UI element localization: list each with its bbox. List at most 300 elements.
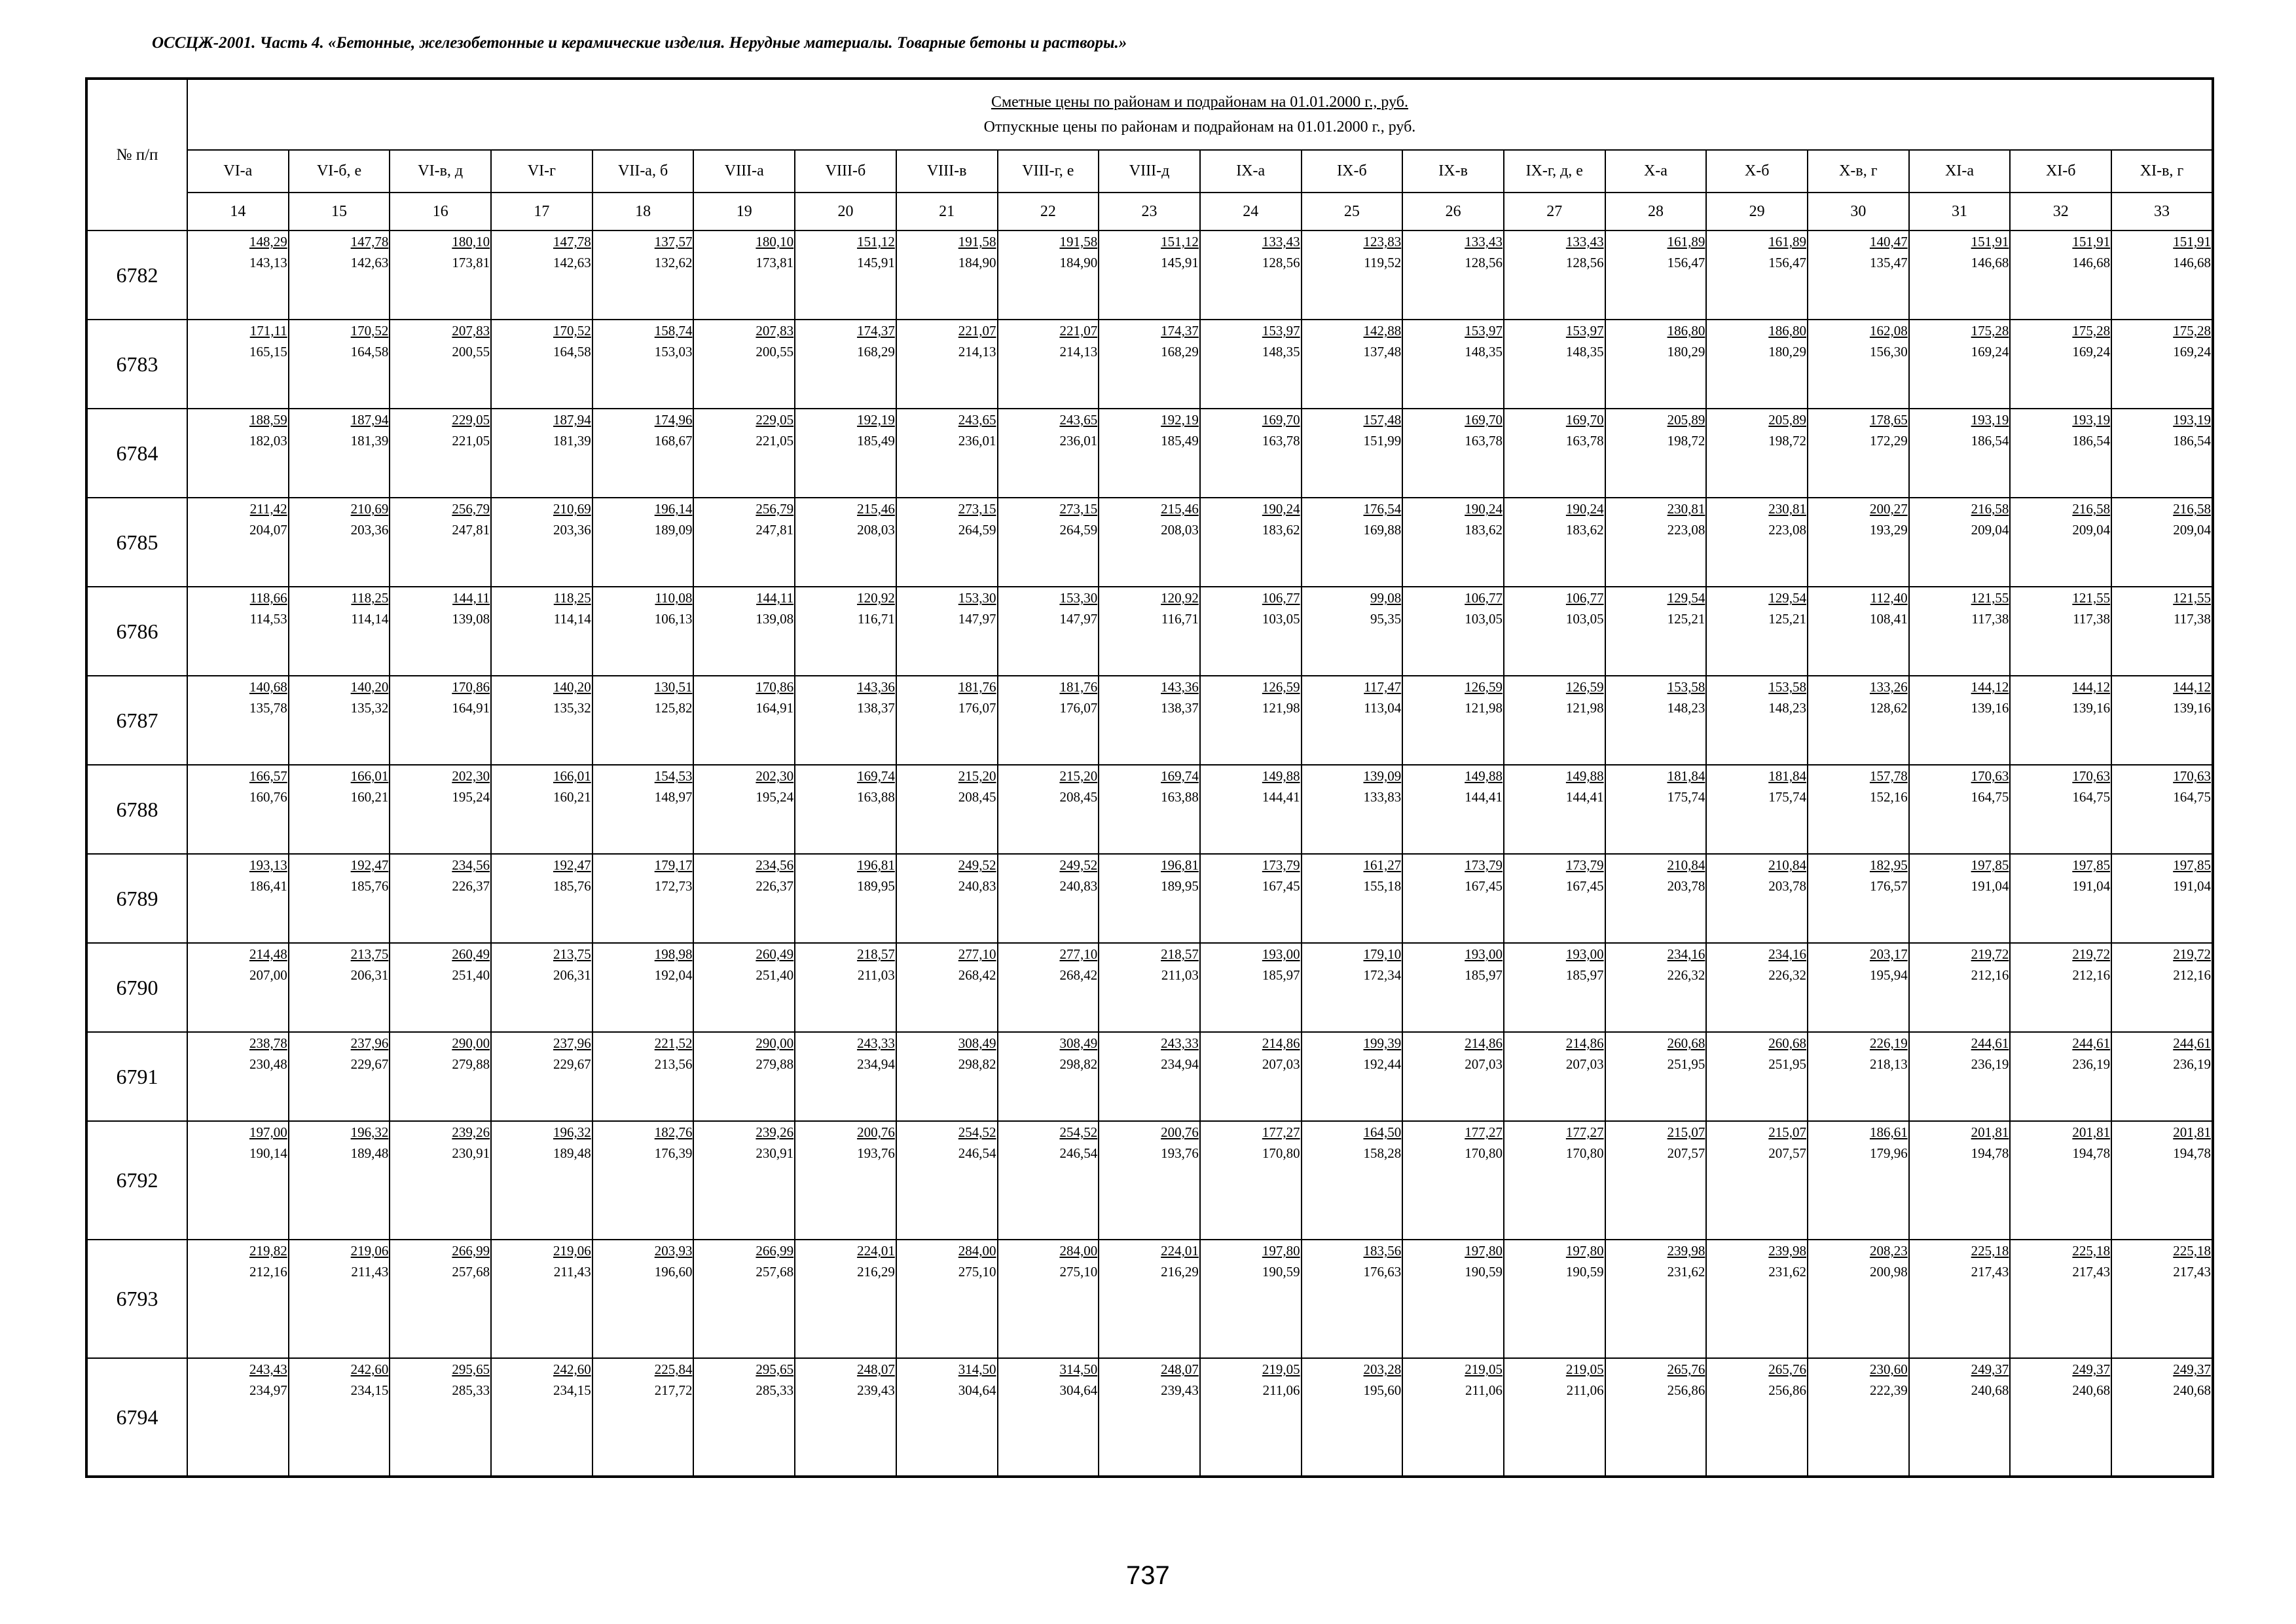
estimate-price: 166,01 bbox=[350, 768, 389, 784]
estimate-price: 170,86 bbox=[756, 679, 794, 695]
district-header: VI-а bbox=[187, 150, 289, 193]
price-cell bbox=[896, 587, 998, 676]
release-price: 222,39 bbox=[1869, 1382, 1908, 1398]
price-cell bbox=[1402, 1240, 1504, 1358]
estimate-price: 153,97 bbox=[1565, 323, 1604, 339]
price-cell bbox=[2111, 1032, 2213, 1121]
estimate-price: 149,88 bbox=[1465, 768, 1503, 784]
release-price: 114,53 bbox=[249, 611, 287, 627]
estimate-price: 174,37 bbox=[1161, 323, 1199, 339]
release-price: 200,55 bbox=[452, 344, 490, 360]
estimate-price: 106,77 bbox=[1565, 590, 1604, 606]
estimate-price: 256,79 bbox=[452, 501, 490, 517]
price-cell bbox=[1402, 1032, 1504, 1121]
price-cell bbox=[795, 587, 896, 676]
price-cell bbox=[1200, 765, 1302, 854]
release-price: 144,41 bbox=[1465, 789, 1503, 805]
estimate-price: 193,00 bbox=[1262, 946, 1300, 962]
estimate-price: 244,61 bbox=[2072, 1035, 2111, 1051]
price-cell bbox=[289, 943, 390, 1032]
price-cell bbox=[1402, 765, 1504, 854]
release-price: 125,21 bbox=[1768, 611, 1806, 627]
column-number: 33 bbox=[2111, 193, 2213, 231]
release-price: 176,39 bbox=[654, 1145, 693, 1161]
release-price: 138,37 bbox=[857, 700, 895, 716]
price-cell bbox=[1808, 854, 1909, 943]
release-price: 185,97 bbox=[1465, 967, 1503, 983]
price-cell bbox=[1909, 320, 2011, 409]
column-number: 22 bbox=[998, 193, 1099, 231]
price-cell bbox=[1200, 409, 1302, 498]
release-price: 240,68 bbox=[2072, 1382, 2111, 1398]
price-cell bbox=[795, 231, 896, 320]
release-price: 186,54 bbox=[2173, 433, 2211, 449]
estimate-price: 266,99 bbox=[756, 1243, 794, 1259]
estimate-price: 210,84 bbox=[1768, 857, 1806, 873]
price-cell bbox=[1402, 1121, 1504, 1240]
release-price: 264,59 bbox=[1059, 522, 1098, 538]
price-cell bbox=[592, 409, 694, 498]
price-cell bbox=[1099, 1358, 1200, 1477]
estimate-price: 181,84 bbox=[1768, 768, 1806, 784]
column-number: 17 bbox=[491, 193, 592, 231]
estimate-price: 242,60 bbox=[350, 1361, 389, 1377]
estimate-price: 196,32 bbox=[553, 1124, 591, 1140]
price-cell bbox=[896, 1358, 998, 1477]
estimate-price: 210,84 bbox=[1667, 857, 1705, 873]
price-cell bbox=[491, 1121, 592, 1240]
price-cell bbox=[2111, 943, 2213, 1032]
table-row bbox=[86, 320, 2213, 409]
price-cell bbox=[795, 676, 896, 765]
release-price: 95,35 bbox=[1370, 611, 1402, 627]
release-price: 209,04 bbox=[2072, 522, 2111, 538]
price-cell bbox=[390, 231, 491, 320]
estimate-price: 243,65 bbox=[958, 412, 996, 428]
row-number: 6787 bbox=[86, 676, 187, 765]
estimate-price: 106,77 bbox=[1465, 590, 1503, 606]
release-price: 209,04 bbox=[2173, 522, 2211, 538]
estimate-price: 290,00 bbox=[452, 1035, 490, 1051]
price-cell bbox=[2010, 1121, 2111, 1240]
release-price: 164,91 bbox=[452, 700, 490, 716]
release-price: 185,97 bbox=[1262, 967, 1300, 983]
estimate-price: 151,12 bbox=[857, 234, 895, 249]
estimate-price: 214,86 bbox=[1565, 1035, 1604, 1051]
price-cell bbox=[998, 1032, 1099, 1121]
price-cell bbox=[1605, 854, 1707, 943]
price-cell bbox=[289, 676, 390, 765]
estimate-price: 284,00 bbox=[1059, 1243, 1098, 1259]
estimate-price: 249,52 bbox=[1059, 857, 1098, 873]
release-price: 121,98 bbox=[1565, 700, 1604, 716]
release-price: 195,94 bbox=[1869, 967, 1908, 983]
estimate-price: 226,19 bbox=[1869, 1035, 1908, 1051]
release-price: 226,32 bbox=[1768, 967, 1806, 983]
release-price: 208,03 bbox=[857, 522, 895, 538]
estimate-price: 166,01 bbox=[553, 768, 591, 784]
release-price: 181,39 bbox=[350, 433, 389, 449]
release-price: 217,72 bbox=[654, 1382, 693, 1398]
price-cell bbox=[289, 498, 390, 587]
estimate-price: 196,81 bbox=[1161, 857, 1199, 873]
release-price: 182,03 bbox=[249, 433, 287, 449]
release-price: 173,81 bbox=[756, 255, 794, 270]
estimate-price: 218,57 bbox=[857, 946, 895, 962]
price-cell bbox=[1706, 765, 1808, 854]
estimate-price: 121,55 bbox=[2173, 590, 2211, 606]
district-header: VIII-д bbox=[1099, 150, 1200, 193]
release-price: 223,08 bbox=[1768, 522, 1806, 538]
estimate-price: 265,76 bbox=[1667, 1361, 1705, 1377]
price-cell bbox=[2010, 765, 2111, 854]
price-cell bbox=[491, 231, 592, 320]
release-price: 223,08 bbox=[1667, 522, 1705, 538]
release-price: 148,23 bbox=[1667, 700, 1705, 716]
release-price: 183,62 bbox=[1565, 522, 1604, 538]
price-cell bbox=[491, 1240, 592, 1358]
price-cell bbox=[187, 409, 289, 498]
release-price: 155,18 bbox=[1363, 878, 1402, 894]
release-price: 200,98 bbox=[1869, 1264, 1908, 1280]
release-price: 139,16 bbox=[1971, 700, 2009, 716]
estimate-price: 215,46 bbox=[857, 501, 895, 517]
release-price: 142,63 bbox=[350, 255, 389, 270]
price-cell bbox=[187, 587, 289, 676]
estimate-price: 295,65 bbox=[452, 1361, 490, 1377]
price-cell bbox=[1706, 587, 1808, 676]
estimate-price: 170,52 bbox=[350, 323, 389, 339]
price-cell bbox=[2111, 409, 2213, 498]
price-cell bbox=[390, 943, 491, 1032]
estimate-price: 187,94 bbox=[553, 412, 591, 428]
price-cell bbox=[491, 409, 592, 498]
release-price: 251,95 bbox=[1768, 1056, 1806, 1072]
release-price: 257,68 bbox=[756, 1264, 794, 1280]
price-cell bbox=[1099, 854, 1200, 943]
price-cell bbox=[998, 854, 1099, 943]
estimate-price: 153,58 bbox=[1667, 679, 1705, 695]
price-cell bbox=[1302, 1121, 1403, 1240]
release-price: 145,91 bbox=[1161, 255, 1199, 270]
estimate-price: 221,52 bbox=[654, 1035, 693, 1051]
estimate-price: 187,94 bbox=[350, 412, 389, 428]
release-price: 216,29 bbox=[1161, 1264, 1199, 1280]
estimate-price: 170,86 bbox=[452, 679, 490, 695]
release-price: 236,19 bbox=[1971, 1056, 2009, 1072]
price-cell bbox=[1099, 231, 1200, 320]
price-cell bbox=[390, 1240, 491, 1358]
price-cell bbox=[1200, 320, 1302, 409]
release-price: 213,56 bbox=[654, 1056, 693, 1072]
price-cell bbox=[2111, 320, 2213, 409]
release-price: 257,68 bbox=[452, 1264, 490, 1280]
estimate-price: 193,00 bbox=[1565, 946, 1604, 962]
estimate-price: 99,08 bbox=[1370, 590, 1402, 606]
price-cell bbox=[795, 409, 896, 498]
release-price: 116,71 bbox=[1161, 611, 1199, 627]
release-price: 133,83 bbox=[1363, 789, 1402, 805]
column-number: 19 bbox=[693, 193, 795, 231]
table-row bbox=[86, 498, 2213, 587]
release-price: 186,54 bbox=[2072, 433, 2111, 449]
release-price: 172,34 bbox=[1363, 967, 1402, 983]
price-cell bbox=[1605, 409, 1707, 498]
release-price: 176,63 bbox=[1363, 1264, 1402, 1280]
page-number: 737 bbox=[1126, 1561, 1170, 1590]
estimate-price: 171,11 bbox=[249, 323, 287, 339]
table-row bbox=[86, 1358, 2213, 1477]
release-price: 139,16 bbox=[2072, 700, 2111, 716]
estimate-price: 151,91 bbox=[2173, 234, 2211, 249]
estimate-price: 186,80 bbox=[1768, 323, 1806, 339]
estimate-price: 153,58 bbox=[1768, 679, 1806, 695]
price-cell bbox=[289, 1358, 390, 1477]
estimate-price: 203,93 bbox=[654, 1243, 693, 1259]
release-price: 256,86 bbox=[1768, 1382, 1806, 1398]
column-number: 14 bbox=[187, 193, 289, 231]
column-number: 28 bbox=[1605, 193, 1707, 231]
price-cell bbox=[187, 765, 289, 854]
release-price: 234,97 bbox=[249, 1382, 287, 1398]
estimate-price: 200,27 bbox=[1869, 501, 1908, 517]
release-price: 190,14 bbox=[249, 1145, 287, 1161]
row-number: 6791 bbox=[86, 1032, 187, 1121]
price-cell bbox=[693, 1121, 795, 1240]
price-cell bbox=[1605, 231, 1707, 320]
release-price: 165,15 bbox=[249, 344, 287, 360]
release-price: 194,78 bbox=[2173, 1145, 2211, 1161]
price-cell bbox=[1808, 409, 1909, 498]
release-price: 169,24 bbox=[2072, 344, 2111, 360]
release-price: 106,13 bbox=[654, 611, 693, 627]
table-row bbox=[86, 1032, 2213, 1121]
estimate-price: 180,10 bbox=[756, 234, 794, 249]
price-cell bbox=[1808, 943, 1909, 1032]
price-cell bbox=[2010, 854, 2111, 943]
estimate-price: 139,09 bbox=[1363, 768, 1402, 784]
release-price: 217,43 bbox=[1971, 1264, 2009, 1280]
price-cell bbox=[2010, 1032, 2111, 1121]
price-cell bbox=[1504, 676, 1605, 765]
price-cell bbox=[2111, 1121, 2213, 1240]
release-price: 164,75 bbox=[2173, 789, 2211, 805]
release-price: 146,68 bbox=[2072, 255, 2111, 270]
estimate-price: 219,06 bbox=[350, 1243, 389, 1259]
price-cell bbox=[896, 943, 998, 1032]
release-price: 212,16 bbox=[2072, 967, 2111, 983]
district-header: VI-б, е bbox=[289, 150, 390, 193]
price-cell bbox=[1302, 231, 1403, 320]
release-price: 251,40 bbox=[452, 967, 490, 983]
estimate-price: 192,47 bbox=[553, 857, 591, 873]
estimate-price: 169,70 bbox=[1465, 412, 1503, 428]
price-cell bbox=[592, 320, 694, 409]
price-cell bbox=[187, 498, 289, 587]
release-price: 139,16 bbox=[2173, 700, 2211, 716]
price-cell bbox=[1402, 676, 1504, 765]
estimate-price: 219,05 bbox=[1565, 1361, 1604, 1377]
estimate-price: 106,77 bbox=[1262, 590, 1300, 606]
release-price: 176,07 bbox=[958, 700, 996, 716]
price-cell bbox=[1808, 676, 1909, 765]
price-cell bbox=[693, 765, 795, 854]
estimate-price: 143,36 bbox=[857, 679, 895, 695]
release-price: 108,41 bbox=[1869, 611, 1908, 627]
release-price: 142,63 bbox=[553, 255, 591, 270]
price-cell bbox=[896, 231, 998, 320]
estimate-price: 248,07 bbox=[857, 1361, 895, 1377]
price-cell bbox=[187, 943, 289, 1032]
price-cell bbox=[1605, 1032, 1707, 1121]
price-cell bbox=[1605, 676, 1707, 765]
release-price: 128,56 bbox=[1565, 255, 1604, 270]
release-price: 211,06 bbox=[1566, 1382, 1604, 1398]
price-cell bbox=[998, 765, 1099, 854]
estimate-price: 213,75 bbox=[553, 946, 591, 962]
row-number: 6794 bbox=[86, 1358, 187, 1477]
table-row bbox=[86, 409, 2213, 498]
price-cell bbox=[289, 320, 390, 409]
release-price: 163,88 bbox=[1161, 789, 1199, 805]
release-price: 189,09 bbox=[654, 522, 693, 538]
estimate-price: 308,49 bbox=[958, 1035, 996, 1051]
column-number: 26 bbox=[1402, 193, 1504, 231]
release-price: 164,75 bbox=[1971, 789, 2009, 805]
release-price: 198,72 bbox=[1768, 433, 1806, 449]
price-cell bbox=[1504, 943, 1605, 1032]
price-cell bbox=[1200, 1358, 1302, 1477]
price-cell bbox=[693, 1240, 795, 1358]
price-cell bbox=[896, 854, 998, 943]
estimate-price: 239,26 bbox=[756, 1124, 794, 1140]
price-cell bbox=[998, 943, 1099, 1032]
release-price: 304,64 bbox=[958, 1382, 996, 1398]
estimate-price: 290,00 bbox=[756, 1035, 794, 1051]
price-cell bbox=[491, 943, 592, 1032]
price-cell bbox=[289, 1121, 390, 1240]
price-cell bbox=[2111, 765, 2213, 854]
price-cell bbox=[390, 765, 491, 854]
price-cell bbox=[2111, 854, 2213, 943]
price-cell bbox=[795, 943, 896, 1032]
release-price: 147,97 bbox=[1059, 611, 1098, 627]
release-price: 186,54 bbox=[1971, 433, 2009, 449]
table-row bbox=[86, 587, 2213, 676]
price-cell bbox=[1808, 587, 1909, 676]
row-number: 6790 bbox=[86, 943, 187, 1032]
release-price: 169,88 bbox=[1363, 522, 1402, 538]
price-cell bbox=[1504, 409, 1605, 498]
row-number: 6788 bbox=[86, 765, 187, 854]
estimate-price: 219,06 bbox=[553, 1243, 591, 1259]
release-price: 181,39 bbox=[553, 433, 591, 449]
price-cell bbox=[1706, 943, 1808, 1032]
price-cell bbox=[998, 676, 1099, 765]
release-price: 208,03 bbox=[1161, 522, 1199, 538]
price-cell bbox=[1605, 1358, 1707, 1477]
release-price: 125,82 bbox=[654, 700, 693, 716]
estimate-price: 229,05 bbox=[756, 412, 794, 428]
price-cell bbox=[1200, 676, 1302, 765]
release-price: 240,83 bbox=[1059, 878, 1098, 894]
release-price: 195,60 bbox=[1363, 1382, 1402, 1398]
price-cell bbox=[896, 1240, 998, 1358]
release-price: 189,95 bbox=[857, 878, 895, 894]
estimate-price: 192,19 bbox=[1161, 412, 1199, 428]
price-cell bbox=[1099, 765, 1200, 854]
release-price: 191,04 bbox=[2173, 878, 2211, 894]
estimate-price: 254,52 bbox=[1059, 1124, 1098, 1140]
release-price: 194,78 bbox=[1971, 1145, 2009, 1161]
release-price: 207,03 bbox=[1565, 1056, 1604, 1072]
estimate-price: 273,15 bbox=[958, 501, 996, 517]
estimate-price: 140,47 bbox=[1869, 234, 1908, 249]
price-cell bbox=[491, 587, 592, 676]
table-row bbox=[86, 943, 2213, 1032]
estimate-price: 118,25 bbox=[351, 590, 389, 606]
price-cell bbox=[2010, 498, 2111, 587]
release-price: 184,90 bbox=[1059, 255, 1098, 270]
release-price: 234,94 bbox=[1161, 1056, 1199, 1072]
estimate-price: 249,37 bbox=[2072, 1361, 2111, 1377]
estimate-price: 188,59 bbox=[249, 412, 287, 428]
price-cell bbox=[896, 498, 998, 587]
release-price: 236,01 bbox=[958, 433, 996, 449]
price-cell bbox=[1706, 1358, 1808, 1477]
price-cell bbox=[998, 587, 1099, 676]
price-cell bbox=[390, 676, 491, 765]
price-cell bbox=[1099, 587, 1200, 676]
release-price: 304,64 bbox=[1059, 1382, 1098, 1398]
release-price: 143,13 bbox=[249, 255, 287, 270]
price-cell bbox=[1302, 1240, 1403, 1358]
release-price: 193,29 bbox=[1869, 522, 1908, 538]
estimate-price: 142,88 bbox=[1363, 323, 1402, 339]
estimate-price: 219,72 bbox=[2173, 946, 2211, 962]
price-cell bbox=[2111, 1240, 2213, 1358]
price-cell bbox=[592, 943, 694, 1032]
release-price: 192,04 bbox=[654, 967, 693, 983]
table-row bbox=[86, 765, 2213, 854]
release-price: 163,88 bbox=[857, 789, 895, 805]
estimate-price: 200,76 bbox=[857, 1124, 895, 1140]
price-cell bbox=[491, 1032, 592, 1121]
estimate-price: 199,39 bbox=[1363, 1035, 1402, 1051]
release-price: 183,62 bbox=[1262, 522, 1300, 538]
price-cell bbox=[693, 409, 795, 498]
release-price: 234,94 bbox=[857, 1056, 895, 1072]
table-row bbox=[86, 676, 2213, 765]
estimate-price: 277,10 bbox=[1059, 946, 1098, 962]
estimate-price: 248,07 bbox=[1161, 1361, 1199, 1377]
release-price: 164,58 bbox=[553, 344, 591, 360]
estimate-price: 243,43 bbox=[249, 1361, 287, 1377]
row-number: 6785 bbox=[86, 498, 187, 587]
estimate-price: 273,15 bbox=[1059, 501, 1098, 517]
estimate-price: 161,89 bbox=[1768, 234, 1806, 249]
price-cell bbox=[1302, 1032, 1403, 1121]
release-price: 211,43 bbox=[553, 1264, 591, 1280]
estimate-price: 137,57 bbox=[654, 234, 693, 249]
district-header: IX-б bbox=[1302, 150, 1403, 193]
release-price: 203,78 bbox=[1667, 878, 1705, 894]
price-cell bbox=[2010, 676, 2111, 765]
release-price: 256,86 bbox=[1667, 1382, 1705, 1398]
release-price: 268,42 bbox=[958, 967, 996, 983]
price-cell bbox=[1200, 1032, 1302, 1121]
estimate-price: 182,76 bbox=[654, 1124, 693, 1140]
